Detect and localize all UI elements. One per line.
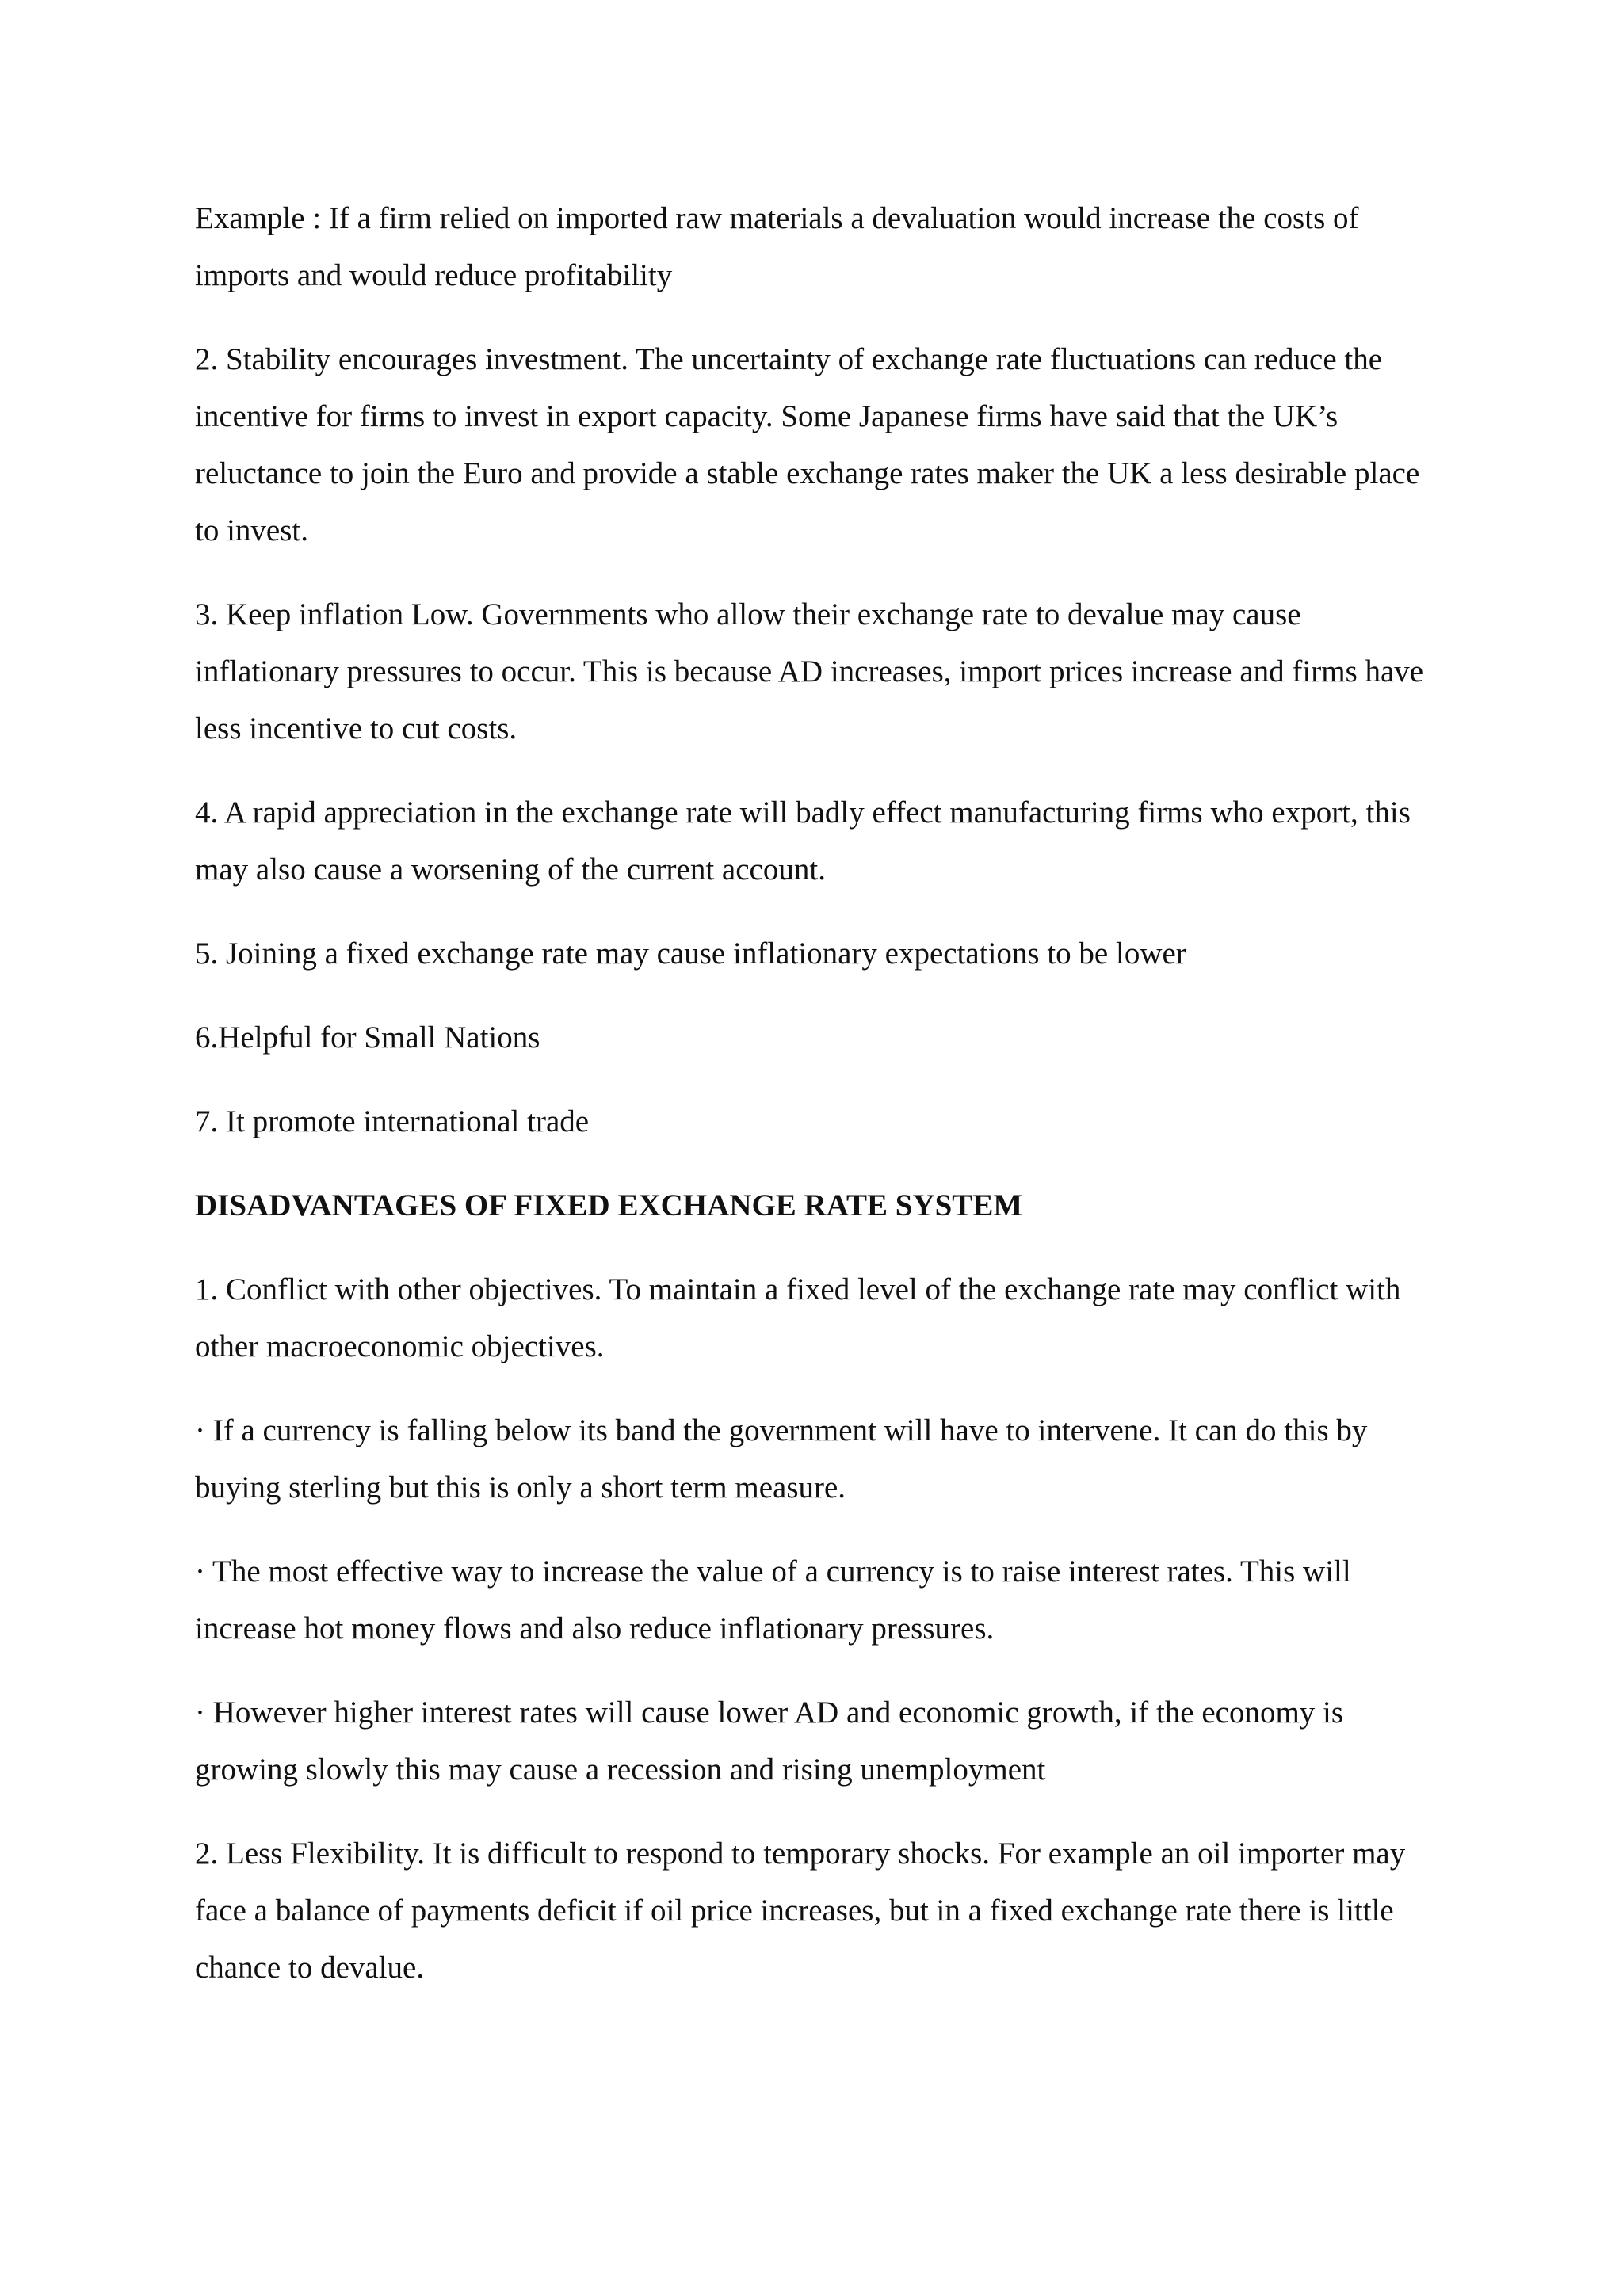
paragraph-conflict: 1. Conflict with other objectives. To maintain a fixed level of the exchange rate may conflict with other macroeconomic objectives.: [195, 1272, 1401, 1363]
paragraph-example: Example : If a firm relied on imported raw materials a devaluation would increase the costs of imports and would reduce profitability: [195, 201, 1359, 292]
paragraph-less-flexibility: 2. Less Flexibility. It is difficult to respond to temporary shocks. For example an oil importer may face a balance of payments deficit if oil price increases, but in a fixed exchange rate there is little chance to devalue.: [195, 1836, 1406, 1985]
bullet-currency-falling: · If a currency is falling below its band the government will have to intervene. It can do this by buying sterling but this is only a short term measure.: [195, 1413, 1368, 1505]
bullet-higher-rates: · However higher interest rates will cause lower AD and economic growth, if the economy is growing slowly this may cause a recession and rising unemployment: [195, 1695, 1344, 1787]
paragraph-stability: 2. Stability encourages investment. The uncertainty of exchange rate fluctuations can reduce the incentive for firms to invest in export capacity. Some Japanese firms have said that the UK’s reluctance to join the Euro and provide a stable exchange rates maker the UK a less desirable place to invest.: [195, 342, 1420, 547]
section-heading-disadvantages: DISADVANTAGES OF FIXED EXCHANGE RATE SYSTEM: [195, 1188, 1023, 1222]
bullet-interest-rates: · The most effective way to increase the value of a currency is to raise interest rates. This will increase hot money flows and also reduce inflationary pressures.: [195, 1554, 1351, 1646]
paragraph-appreciation: 4. A rapid appreciation in the exchange rate will badly effect manufacturing firms who export, this may also cause a worsening of the current account.: [195, 795, 1411, 887]
paragraph-expectations: 5. Joining a fixed exchange rate may cause inflationary expectations to be lower: [195, 936, 1186, 971]
paragraph-inflation: 3. Keep inflation Low. Governments who allow their exchange rate to devalue may cause inflationary pressures to occur. This is because AD increases, import prices increase and firms have less incentive to cut costs.: [195, 597, 1424, 746]
paragraph-international-trade: 7. It promote international trade: [195, 1104, 590, 1138]
paragraph-small-nations: 6.Helpful for Small Nations: [195, 1020, 540, 1055]
